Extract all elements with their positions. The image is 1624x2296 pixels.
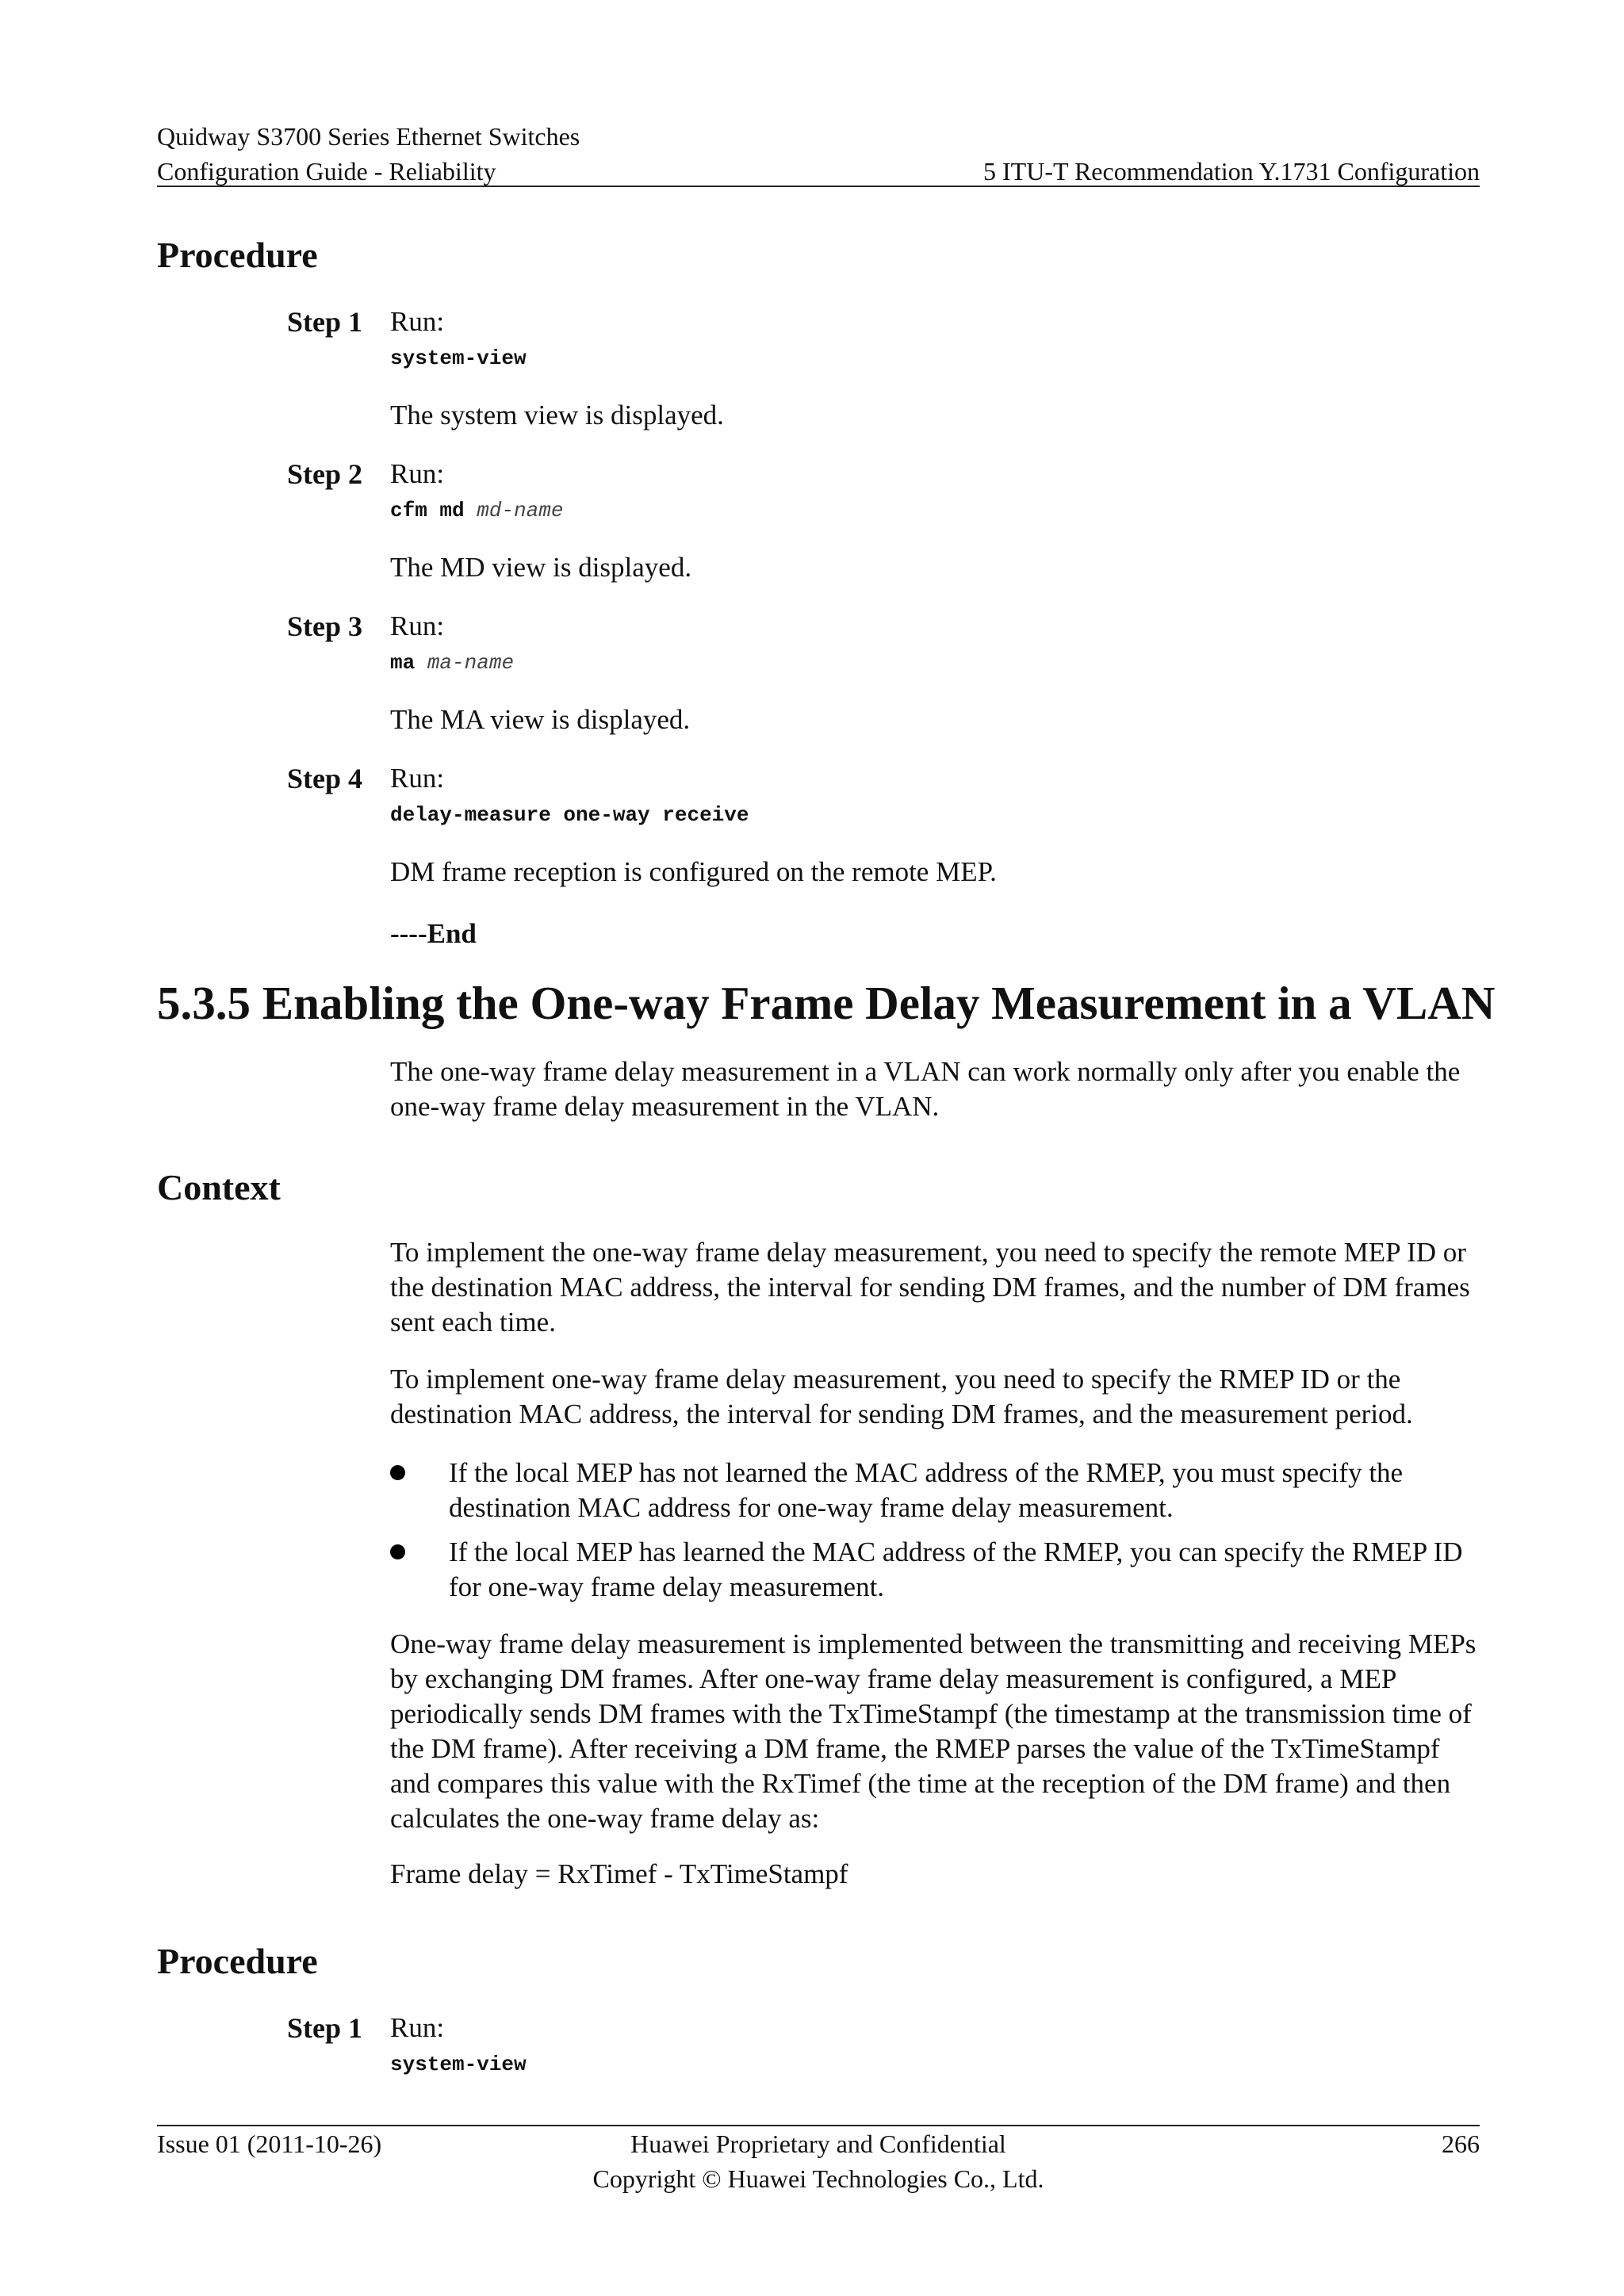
formula: Frame delay = RxTimef - TxTimeStampf [390,1858,848,1889]
bullet-dot-icon [390,1465,405,1480]
bullet-text: If the local MEP has learned the MAC address of the RMEP, you can specify the RMEP ID for one-way frame delay measurement. [449,1536,1463,1602]
command-line [390,496,563,525]
page-header [157,119,1480,189]
command-keyword: cfm md [390,499,465,522]
command-parameter: md-name [477,499,564,522]
footer-issue: Issue 01 (2011-10-26) [157,2130,382,2158]
step-run-text: Run: [390,306,445,337]
header-divider [157,186,1480,187]
step-result: The MA view is displayed. [390,704,691,735]
step-label: Step 1 [287,2012,363,2044]
command-parameter: ma-name [427,651,515,675]
context-paragraph: To implement the one-way frame delay measurement, you need to specify the remote MEP ID or the destination MAC address, the interval for sending DM frames, and the number of DM frames sent each time. [390,1237,1470,1337]
context-paragraph: One-way frame delay measurement is implemented between the transmitting and receiving MEPs by exchanging DM frames. After one-way frame delay measurement is configured, a MEP periodically sends DM frames with the TxTimeStampf (the timestamp at the transmission time of the DM frame). After receiving a DM frame, the RMEP parses the value of the TxTimeStampf and compares this value with the RxTimef (the time at the reception of the DM frame) and then calculates the one-way frame delay as: [390,1628,1477,1834]
step-run-text: Run: [390,458,445,489]
page-number: 266 [1442,2130,1480,2158]
section-intro: The one-way frame delay measurement in a VLAN can work normally only after you enable the one-way frame delay measurement in the VLAN. [390,1056,1461,1122]
step-label: Step 2 [287,458,363,490]
header-product: Quidway S3700 Series Ethernet Switches [157,122,580,151]
command-keyword: system-view [390,2053,527,2076]
command-keyword: delay-measure one-way receive [390,803,749,827]
step-result: The MD view is displayed. [390,552,692,583]
header-chapter: 5 ITU-T Recommendation Y.1731 Configuration [983,157,1480,186]
context-heading: Context [157,1167,281,1207]
step-result: DM frame reception is configured on the remote MEP. [390,856,997,887]
section-title: 5.3.5 Enabling the One-way Frame Delay Measurement in a VLAN [157,977,1496,1029]
step-result: The system view is displayed. [390,400,724,430]
step-label: Step 1 [287,306,363,338]
command-line [390,344,527,373]
command-line [390,801,749,829]
bullet-text: If the local MEP has not learned the MAC address of the RMEP, you must specify the destination MAC address for one-way frame delay measurement. [449,1457,1404,1523]
footer-confidential: Huawei Proprietary and Confidential [630,2130,1006,2158]
step-run-text: Run: [390,2012,445,2043]
step-label: Step 3 [287,610,363,642]
step-label: Step 4 [287,763,363,794]
footer-copyright: Copyright © Huawei Technologies Co., Ltd. [592,2164,1044,2193]
command-line [390,2050,527,2079]
procedure-end-marker: ----End [390,918,477,949]
bullet-dot-icon [390,1544,405,1559]
step-run-text: Run: [390,610,445,641]
procedure-heading: Procedure [157,235,318,275]
command-keyword: ma [390,651,416,675]
command-keyword: system-view [390,346,527,370]
context-paragraph: To implement one-way frame delay measurement, you need to specify the RMEP ID or the destination MAC address, the interval for sending DM frames, and the measurement period. [390,1364,1413,1429]
step-run-text: Run: [390,763,445,794]
header-guide: Configuration Guide - Reliability [157,157,496,186]
procedure-heading: Procedure [157,1941,318,1981]
command-line [390,649,514,677]
